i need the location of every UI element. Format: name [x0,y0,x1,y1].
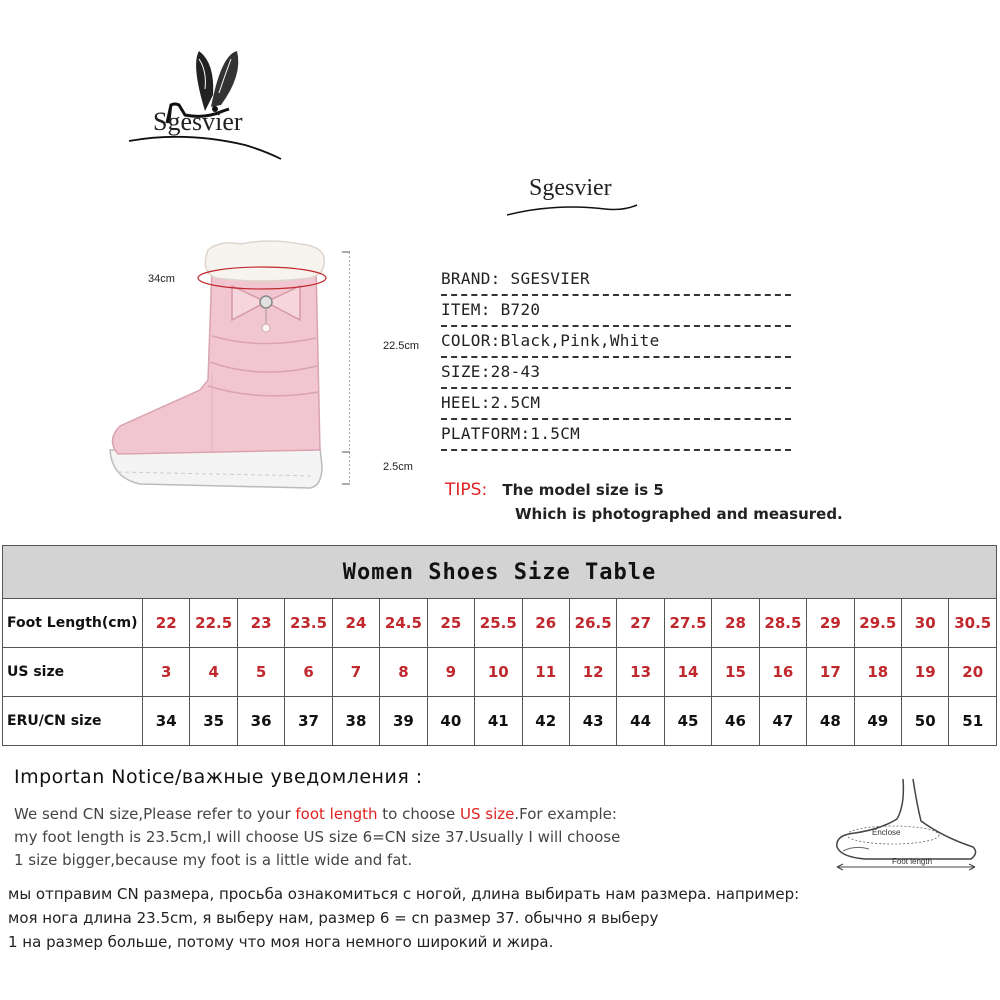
size-cell: 24 [332,599,379,648]
size-cell: 3 [143,648,190,697]
size-cell: 23.5 [285,599,332,648]
spec-color: COLOR:Black,Pink,White [441,330,791,358]
size-cell: 7 [332,648,379,697]
logo-swoosh-icon [125,133,285,163]
foot-enclose-label: Enclose [872,828,901,837]
size-cell: 43 [569,697,616,746]
size-cell: 29 [807,599,854,648]
size-cell: 19 [902,648,949,697]
spec-platform: PLATFORM:1.5CM [441,423,791,451]
size-cell: 40 [427,697,474,746]
size-cell: 9 [427,648,474,697]
tips-line-1: The model size is 5 [502,481,664,499]
logo-small [505,175,640,220]
notice-ru-line-2: моя нога длина 23.5cm, я выберу нам, размер 6 = cn размер 37. обычно я выберу [8,909,659,927]
size-cell: 46 [712,697,759,746]
tips-label: TIPS: [445,480,488,500]
size-cell: 29.5 [854,599,901,648]
row-label: Foot Length(cm) [3,599,143,648]
logo-small-swoosh-icon [505,201,640,221]
spec-size: SIZE:28-43 [441,361,791,389]
size-cell: 22.5 [190,599,237,648]
size-cell: 28 [712,599,759,648]
notice-title: Importan Notice/важные уведомления : [14,766,423,788]
notice-us-size-highlight: US size [460,805,515,823]
measure-heel: 2.5cm [383,461,413,473]
measure-height: 22.5cm [383,340,420,352]
size-cell: 4 [190,648,237,697]
size-cell: 30 [902,599,949,648]
size-table-title: Women Shoes Size Table [3,546,997,599]
notice-en-1e: .For example: [514,805,617,823]
size-table [2,545,997,746]
notice-en-line-1 [14,803,814,826]
size-cell: 13 [617,648,664,697]
tips-line-2: Which is photographed and measured. [515,505,843,523]
size-cell: 49 [854,697,901,746]
size-cell: 18 [854,648,901,697]
notice-ru [8,882,968,954]
size-cell: 14 [664,648,711,697]
brand-logo-text: Sgesvier [153,107,243,136]
size-cell: 23 [237,599,284,648]
size-cell: 30.5 [949,599,997,648]
size-cell: 26.5 [569,599,616,648]
size-cell: 38 [332,697,379,746]
size-cell: 5 [237,648,284,697]
table-row [3,599,997,648]
size-cell: 26 [522,599,569,648]
size-cell: 15 [712,648,759,697]
size-cell: 12 [569,648,616,697]
table-row [3,648,997,697]
size-cell: 20 [949,648,997,697]
foot-length-label: Foot length [892,857,933,866]
size-cell: 48 [807,697,854,746]
logo-small-text: Sgesvier [529,175,612,201]
size-cell: 35 [190,697,237,746]
size-cell: 47 [759,697,806,746]
size-cell: 11 [522,648,569,697]
size-cell: 51 [949,697,997,746]
size-cell: 22 [143,599,190,648]
size-cell: 41 [475,697,522,746]
size-cell: 50 [902,697,949,746]
notice-ru-line-1: мы отправим CN размера, просьба ознакомиться с ногой, длина выбирать нам размера. например: [8,885,800,903]
notice-en-line-3: 1 size bigger,because my foot is a little wide and fat. [14,851,413,869]
notice-ru-line-3: 1 на размер больше, потому что моя нога немного широкий и жира. [8,933,554,951]
boot-fur-cuff [205,241,324,281]
size-cell: 37 [285,697,332,746]
notice-foot-length-highlight: foot length [295,805,378,823]
notice-en-line-2: my foot length is 23.5cm,I will choose US size 6=CN size 37.Usually I will choose [14,828,621,846]
measure-circumference: 34cm [148,273,175,285]
spec-brand: BRAND: SGESVIER [441,268,791,296]
size-cell: 10 [475,648,522,697]
size-cell: 27.5 [664,599,711,648]
size-cell: 25 [427,599,474,648]
size-cell: 8 [380,648,427,697]
size-cell: 44 [617,697,664,746]
size-cell: 45 [664,697,711,746]
size-cell: 36 [237,697,284,746]
size-cell: 34 [143,697,190,746]
notice-en-1c: to choose [377,805,461,823]
size-cell: 17 [807,648,854,697]
size-cell: 28.5 [759,599,806,648]
size-cell: 16 [759,648,806,697]
tips [445,480,664,500]
boot-illustration [100,240,350,500]
row-label: ERU/CN size [3,697,143,746]
size-cell: 42 [522,697,569,746]
brand-logo [125,45,285,160]
notice-en-1a: We send CN size,Please refer to your [14,805,296,823]
size-cell: 25.5 [475,599,522,648]
size-cell: 27 [617,599,664,648]
spec-item: ITEM: B720 [441,299,791,327]
size-cell: 39 [380,697,427,746]
size-cell: 6 [285,648,332,697]
size-cell: 24.5 [380,599,427,648]
table-row [3,697,997,746]
row-label: US size [3,648,143,697]
notice-en [14,803,814,872]
spec-heel: HEEL:2.5CM [441,392,791,420]
